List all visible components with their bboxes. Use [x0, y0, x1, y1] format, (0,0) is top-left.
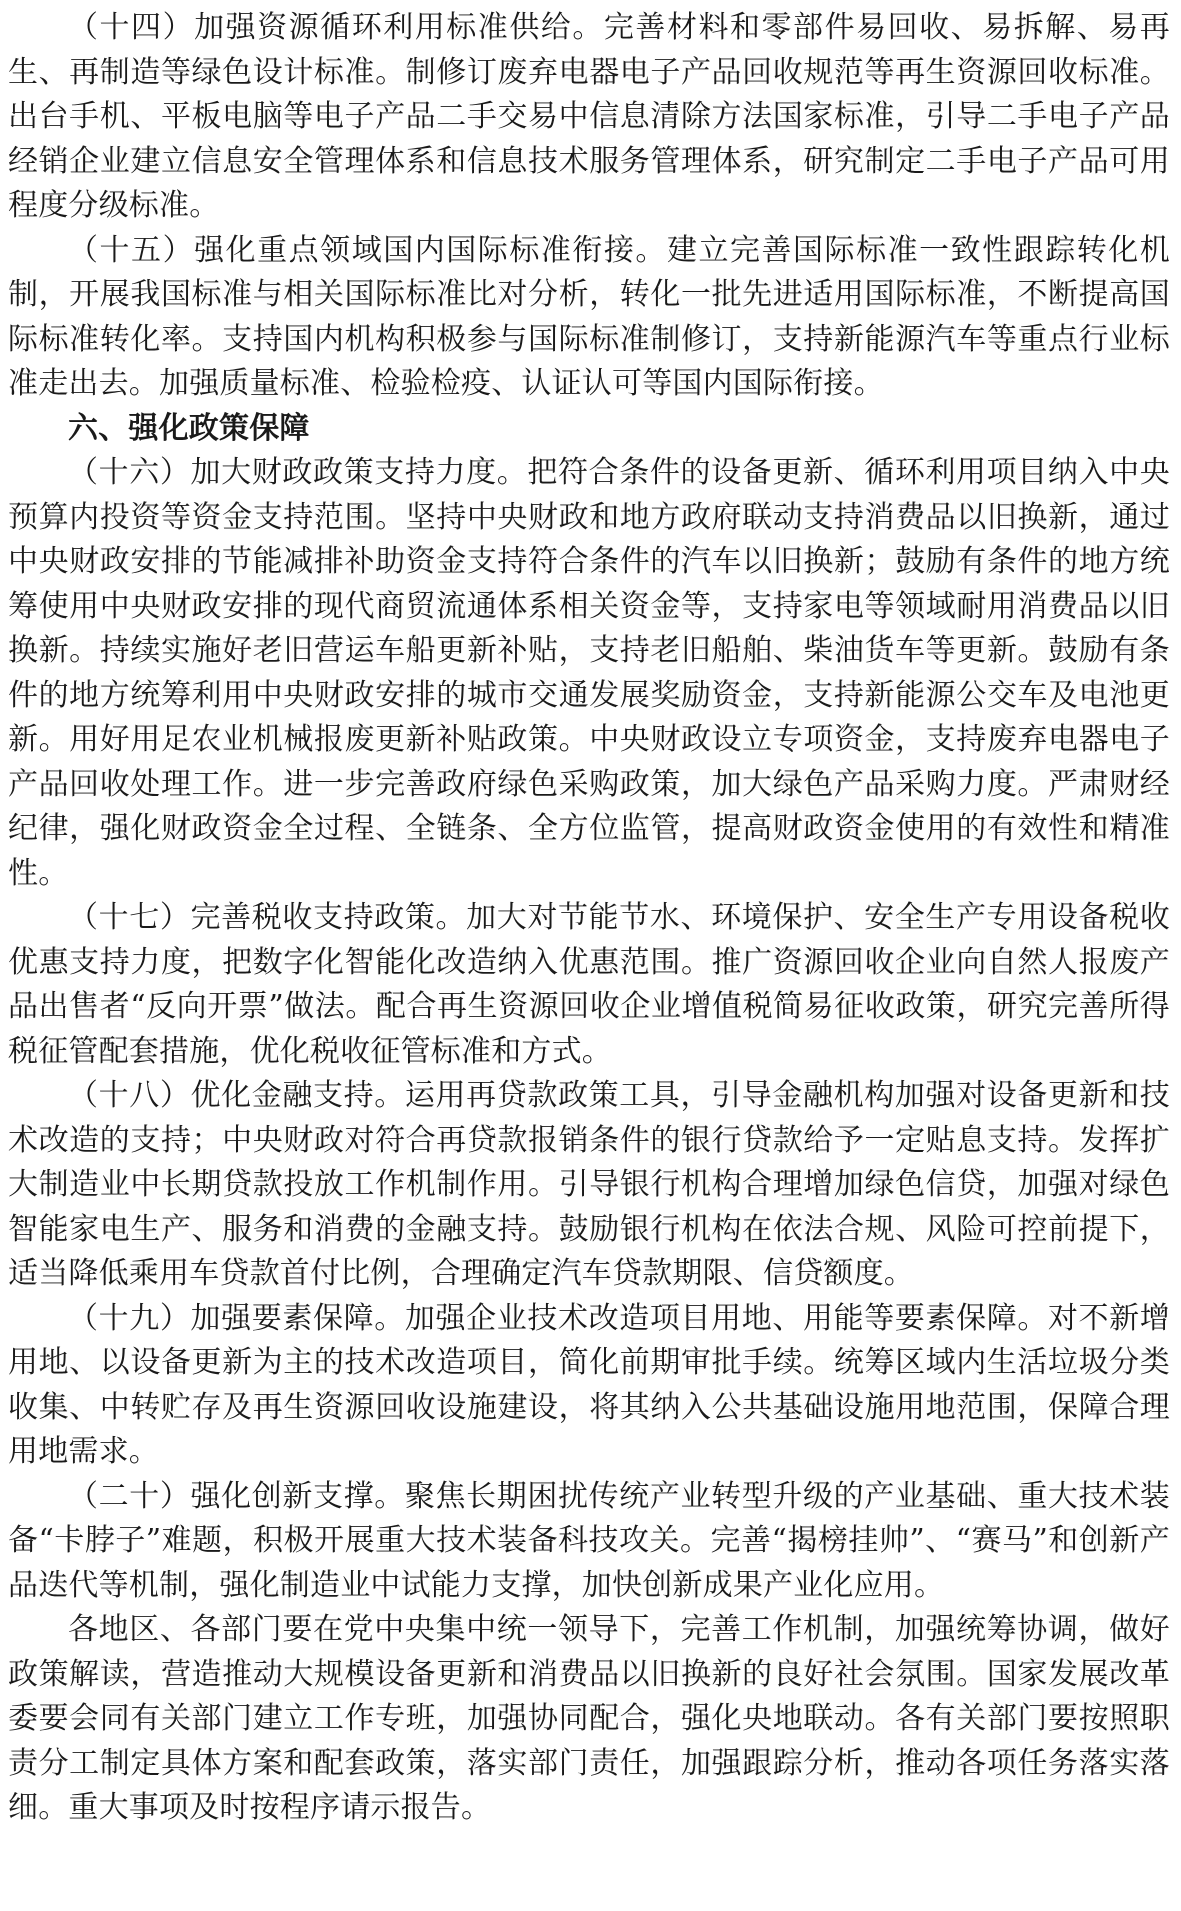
paragraph-lead: （十四）加强资源循环利用标准供给。 [68, 10, 604, 45]
paragraph-18 [8, 1074, 1170, 1297]
paragraph-14 [8, 6, 1170, 229]
paragraph-lead: （十五）强化重点领域国内国际标准衔接。 [68, 232, 667, 268]
paragraph-body: 加强企业技术改造项目用地、用能等要素保障。对不新增用地、以设备更新为主的技术改造项目，简化前期审批手续。统筹区域内生活垃圾分类收集、中转贮存及再生资源回收设施建设，将其纳入公共基础设施用地范围，保障合理用地需求。 [8, 1300, 1171, 1469]
paragraph-body: 建立完善国际标准一致性跟踪转化机制，开展我国标准与相关国际标准比对分析，转化一批先进适用国际标准，不断提高国际标准转化率。支持国内机构积极参与国际标准制修订，支持新能源汽车等重点行业标准走出去。加强质量标准、检验检疫、认证认可等国内国际衔接。 [8, 232, 1170, 401]
paragraph-lead: （十六）加大财政政策支持力度。 [68, 455, 528, 490]
paragraph-15 [8, 229, 1170, 407]
paragraph-body: 各地区、各部门要在党中央集中统一领导下，完善工作机制，加强统筹协调，做好政策解读，营造推动大规模设备更新和消费品以旧换新的良好社会氛围。国家发展改革委要会同有关部门建立工作专班，加强协同配合，强化央地联动。各有关部门要按照职责分工制定具体方案和配套政策，落实部门责任，加强跟踪分析，推动各项任务落实落细。重大事项及时按程序请示报告。 [8, 1612, 1170, 1825]
paragraph-lead: （二十）强化创新支撑。 [68, 1478, 405, 1514]
paragraph-19 [8, 1297, 1170, 1475]
section-heading: 六、强化政策保障 [68, 410, 310, 446]
paragraph-16 [8, 451, 1170, 896]
paragraph-body: 加大对节能节水、环境保护、安全生产专用设备税收优惠支持力度，把数字化智能化改造纳入优惠范围。推广资源回收企业向自然人报废产品出售者“反向开票”做法。配合再生资源回收企业增值税简易征收政策，研究完善所得税征管配套措施，优化税收征管标准和方式。 [8, 900, 1170, 1069]
paragraph-body: 把符合条件的设备更新、循环利用项目纳入中央预算内投资等资金支持范围。坚持中央财政和地方政府联动支持消费品以旧换新，通过中央财政安排的节能减排补助资金支持符合条件的汽车以旧换新；鼓励有条件的地方统筹使用中央财政安排的现代商贸流通体系相关资金等，支持家电等领域耐用消费品以旧换新。持续实施好老旧营运车船更新补贴，支持老旧船舶、柴油货车等更新。鼓励有条件的地方统筹利用中央财政安排的城市交通发展奖励资金，支持新能源公交车及电池更新。用好用足农业机械报废更新补贴政策。中央财政设立专项资金，支持废弃电器电子产品回收处理工作。进一步完善政府绿色采购政策，加大绿色产品采购力度。严肃财经纪律，强化财政资金全过程、全链条、全方位监管，提高财政资金使用的有效性和精准性。 [8, 455, 1170, 891]
paragraph-lead: （十九）加强要素保障。 [68, 1300, 405, 1336]
paragraph-lead: （十七）完善税收支持政策。 [68, 900, 467, 935]
paragraph-body: 聚焦长期困扰传统产业转型升级的产业基础、重大技术装备“卡脖子”难题，积极开展重大技术装备科技攻关。完善“揭榜挂帅”、“赛马”和创新产品迭代等机制，强化制造业中试能力支撑，加快创新成果产业化应用。 [8, 1478, 1171, 1603]
paragraph-20 [8, 1475, 1170, 1609]
paragraph-body: 完善材料和零部件易回收、易拆解、易再生、再制造等绿色设计标准。制修订废弃电器电子产品回收规范等再生资源回收标准。出台手机、平板电脑等电子产品二手交易中信息清除方法国家标准，引导二手电子产品经销企业建立信息安全管理体系和信息技术服务管理体系，研究制定二手电子产品可用程度分级标准。 [8, 10, 1170, 223]
document-page [8, 6, 1170, 1831]
paragraph-closing [8, 1608, 1170, 1831]
paragraph-body: 运用再贷款政策工具，引导金融机构加强对设备更新和技术改造的支持；中央财政对符合再贷款报销条件的银行贷款给予一定贴息支持。发挥扩大制造业中长期贷款投放工作机制作用。引导银行机构合理增加绿色信贷，加强对绿色智能家电生产、服务和消费的金融支持。鼓励银行机构在依法合规、风险可控前提下，适当降低乘用车贷款首付比例，合理确定汽车贷款期限、信贷额度。 [8, 1078, 1171, 1291]
paragraph-17 [8, 896, 1170, 1074]
paragraph-lead: （十八）优化金融支持。 [68, 1078, 405, 1113]
